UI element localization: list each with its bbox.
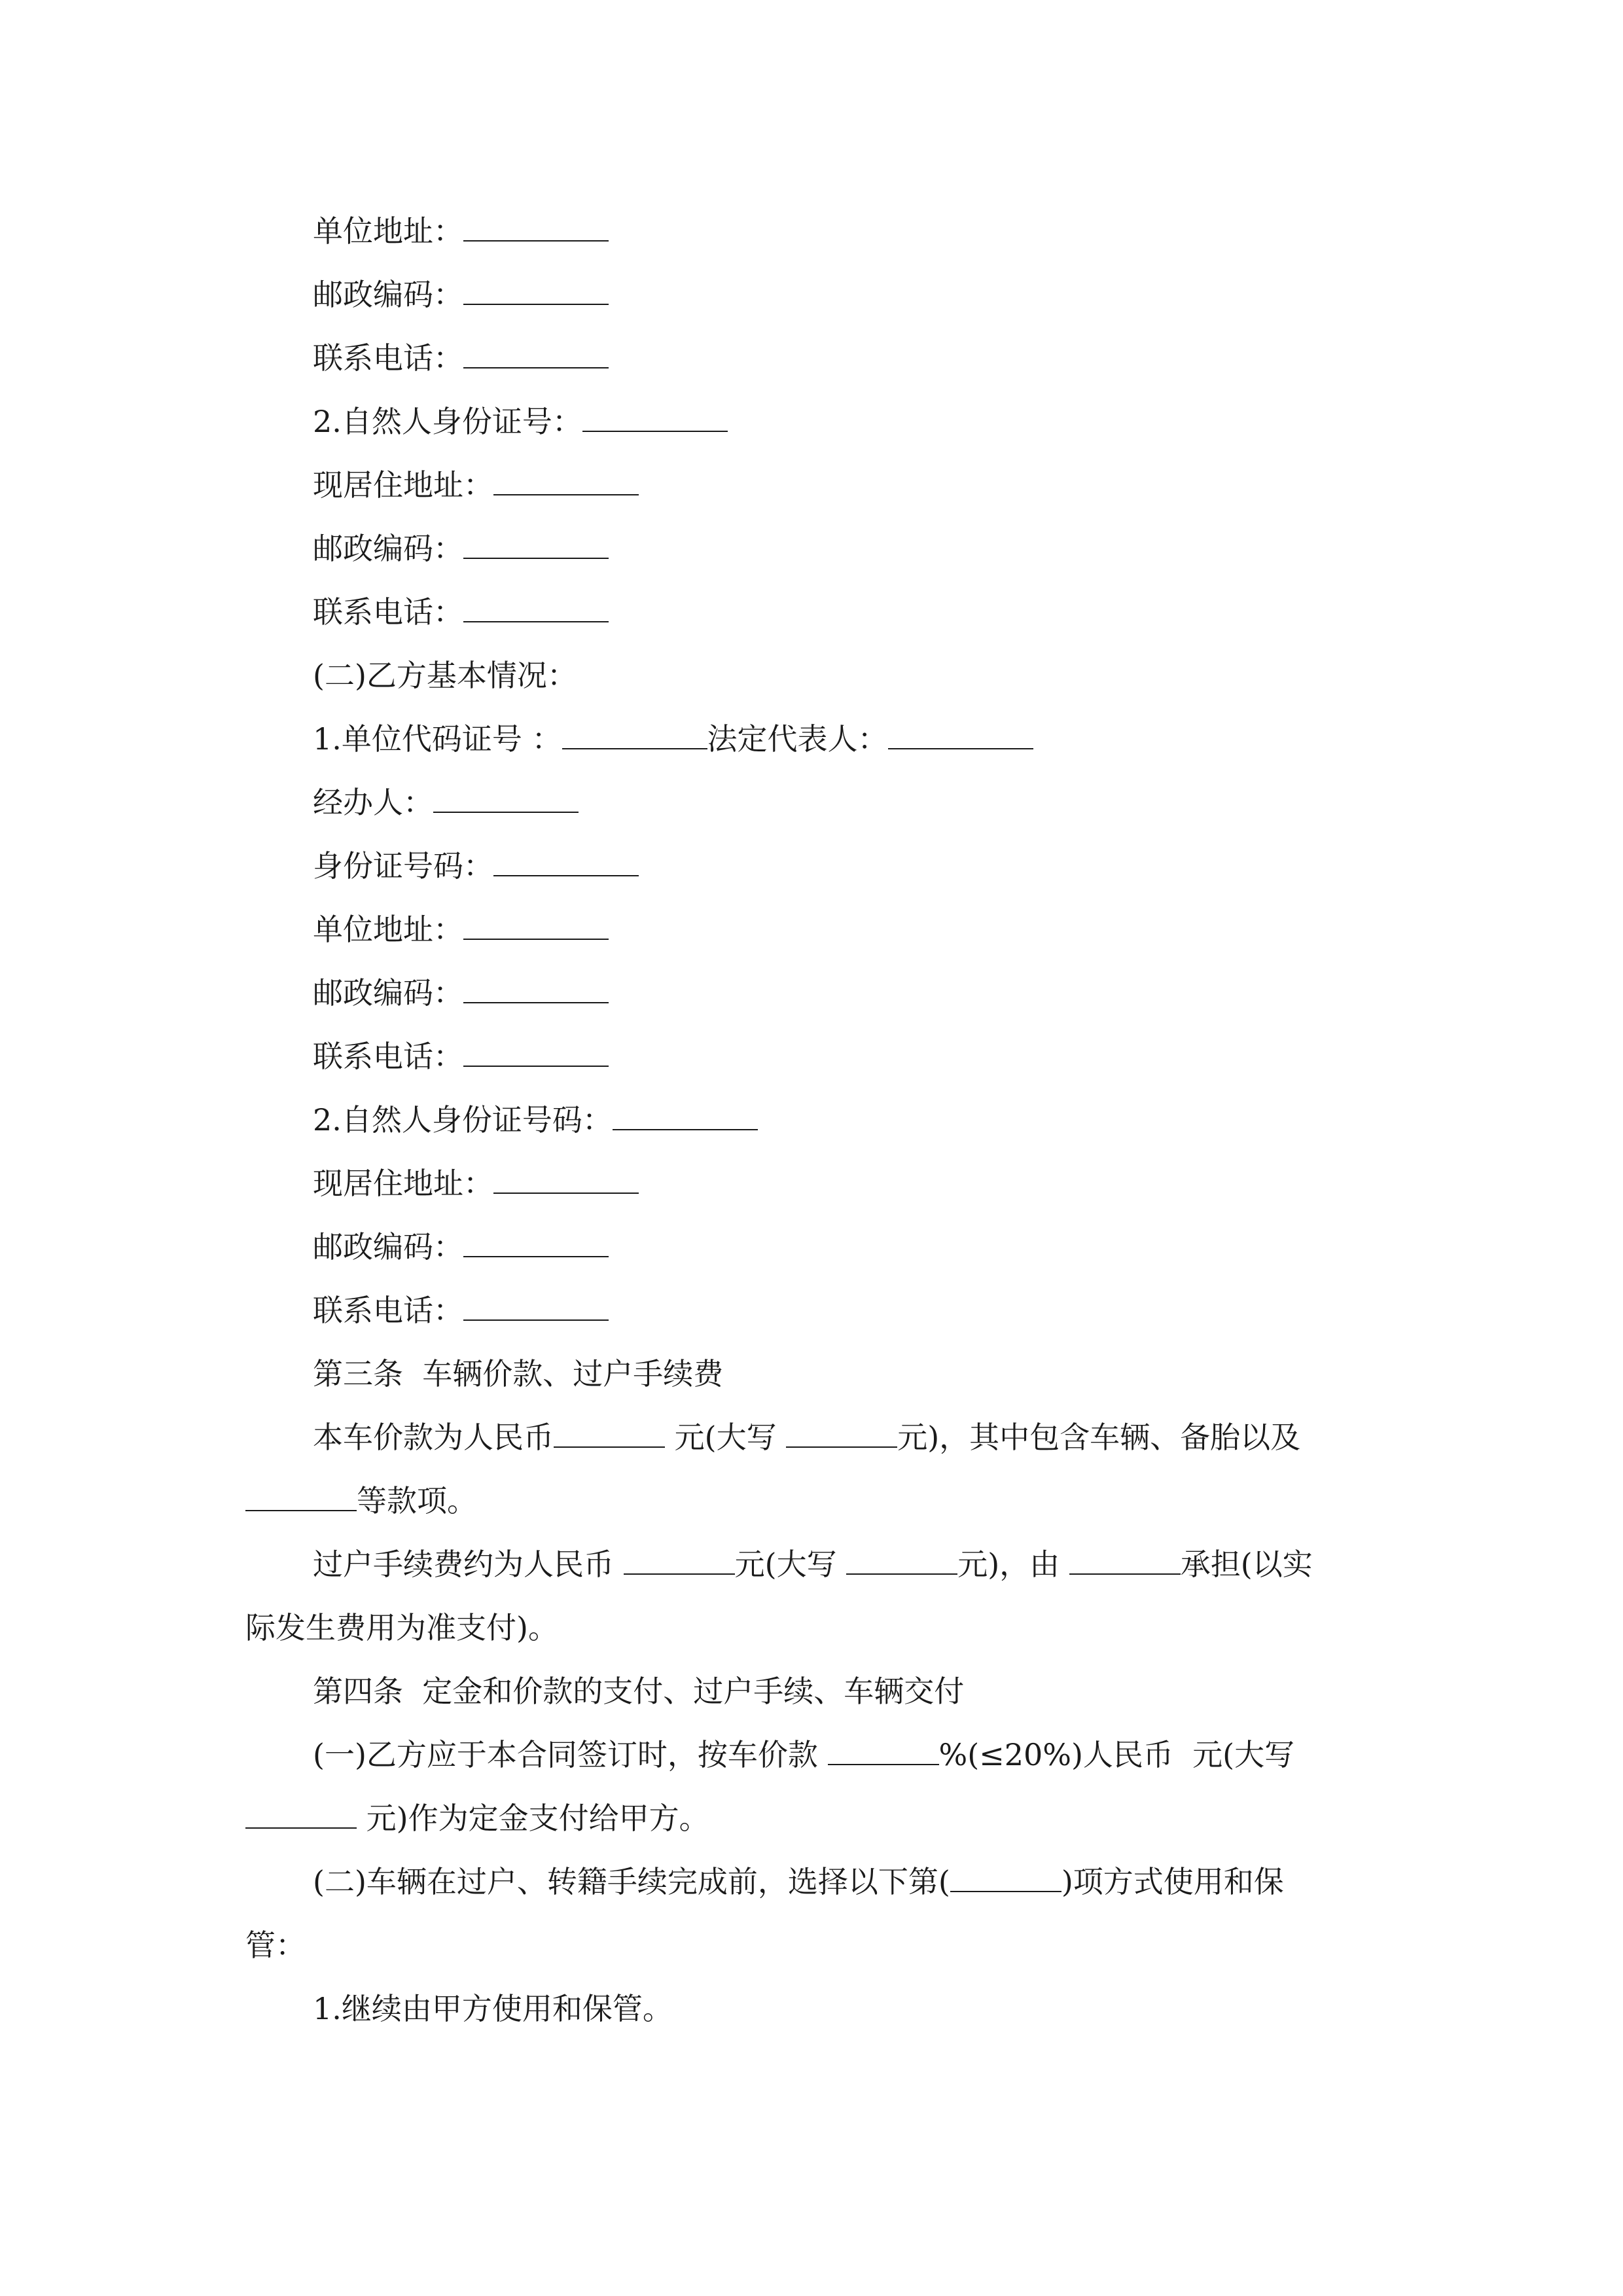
article-3-title (313, 1354, 723, 1393)
party-a-phone (313, 338, 609, 378)
party-a-postal-code (313, 275, 609, 314)
article-4-deposit-cont (245, 1799, 709, 1838)
fill-blank[interactable] (463, 529, 609, 559)
party-b-handler (313, 783, 579, 822)
party-b-unit-code (313, 719, 1033, 759)
body-text: 1.继续由甲方使用和保管。 (313, 1991, 673, 2026)
article-4-deposit-line (313, 1735, 1294, 1774)
field-label: 身份证号码： (313, 848, 493, 884)
body-text: 管： (245, 1928, 306, 1963)
fill-blank[interactable] (846, 1545, 957, 1575)
fill-blank[interactable] (624, 1545, 735, 1575)
fill-blank[interactable] (562, 719, 707, 749)
article-4-option-1 (313, 1989, 673, 2028)
article-3-price-line (313, 1418, 1300, 1457)
fill-blank[interactable] (493, 465, 639, 495)
party-a-residence (313, 465, 639, 505)
fill-blank[interactable] (463, 592, 609, 622)
article-4-custody-cont (245, 1926, 306, 1965)
body-text: 际发生费用为准支付)。 (245, 1610, 558, 1645)
field-label: 现居住地址： (313, 1166, 493, 1201)
body-text: 元(大写 (734, 1547, 847, 1582)
field-label: 联系电话： (313, 1293, 463, 1328)
party-b-phone (313, 1037, 609, 1076)
party-b-unit-address (313, 910, 609, 949)
body-text: 本车价款为人民币 (313, 1420, 554, 1455)
fill-blank[interactable] (463, 275, 609, 305)
fill-blank[interactable] (433, 783, 579, 813)
field-label: 现居住地址： (313, 467, 493, 503)
body-text: 过户手续费约为人民币 (313, 1547, 624, 1582)
body-text: )项方式使用和保 (1061, 1864, 1284, 1899)
article-3-price-cont (245, 1481, 477, 1520)
body-text: %(≤20%)人民币 元(大写 (938, 1737, 1295, 1772)
article-4-title (313, 1672, 964, 1711)
body-text: 元)，其中包含车辆、备胎以及 (897, 1420, 1301, 1455)
party-b-phone-2 (313, 1291, 609, 1330)
field-label: 经办人： (313, 785, 433, 820)
article-title: 第三条 车辆价款、过户手续费 (313, 1356, 724, 1391)
article-3-fee-line (313, 1545, 1313, 1584)
party-b-natural-id (313, 1100, 758, 1139)
party-a-phone-2 (313, 592, 609, 632)
fill-blank[interactable] (613, 1100, 758, 1130)
fill-blank[interactable] (245, 1799, 357, 1829)
party-b-id-number (313, 846, 639, 886)
field-label: 2.自然人身份证号码： (313, 1102, 613, 1138)
fill-blank[interactable] (950, 1862, 1061, 1892)
party-b-postal-code-2 (313, 1227, 609, 1266)
field-label: 单位地址： (313, 912, 463, 947)
fill-blank[interactable] (888, 719, 1033, 749)
fill-blank[interactable] (463, 973, 609, 1003)
body-text: 元)，由 (957, 1547, 1069, 1582)
field-label: 单位地址： (313, 213, 463, 249)
fill-blank[interactable] (493, 846, 639, 876)
field-label: 邮政编码： (313, 975, 463, 1011)
party-b-heading (313, 656, 577, 695)
body-text: 承担(以实 (1180, 1547, 1313, 1582)
fill-blank[interactable] (493, 1164, 639, 1194)
article-title: 第四条 定金和价款的支付、过户手续、车辆交付 (313, 1674, 965, 1709)
fill-blank[interactable] (828, 1735, 939, 1765)
fill-blank[interactable] (463, 1037, 609, 1067)
field-label: 2.自然人身份证号： (313, 404, 582, 439)
article-4-custody-line (313, 1862, 1284, 1901)
field-label: 联系电话： (313, 594, 463, 630)
party-b-residence (313, 1164, 639, 1203)
body-text: 等款项。 (357, 1483, 477, 1518)
fill-blank[interactable] (463, 338, 609, 368)
field-label: 邮政编码： (313, 277, 463, 312)
fill-blank[interactable] (554, 1418, 665, 1448)
fill-blank[interactable] (1069, 1545, 1181, 1575)
party-a-natural-id (313, 402, 728, 441)
body-text: (二)车辆在过户、转籍手续完成前，选择以下第( (313, 1864, 950, 1899)
field-label: 邮政编码： (313, 531, 463, 566)
fill-blank[interactable] (582, 402, 728, 432)
party-a-unit-address (313, 211, 609, 251)
field-label: 联系电话： (313, 340, 463, 376)
fill-blank[interactable] (463, 1291, 609, 1321)
party-b-postal-code (313, 973, 609, 1013)
field-label: 邮政编码： (313, 1229, 463, 1265)
body-text: 元(大写 (665, 1420, 787, 1455)
field-label: 联系电话： (313, 1039, 463, 1074)
fill-blank[interactable] (786, 1418, 897, 1448)
fill-blank[interactable] (245, 1481, 357, 1511)
fill-blank[interactable] (463, 211, 609, 242)
body-text: 元)作为定金支付给甲方。 (357, 1801, 709, 1836)
body-text: (一)乙方应于本合同签订时，按车价款 (313, 1737, 828, 1772)
field-label: 法定代表人： (707, 721, 888, 757)
fill-blank[interactable] (463, 910, 609, 940)
section-heading: (二)乙方基本情况： (313, 658, 577, 693)
article-3-fee-cont (245, 1608, 558, 1647)
fill-blank[interactable] (463, 1227, 609, 1257)
field-label: 1.单位代码证号 ： (313, 721, 562, 757)
party-a-postal-code-2 (313, 529, 609, 568)
